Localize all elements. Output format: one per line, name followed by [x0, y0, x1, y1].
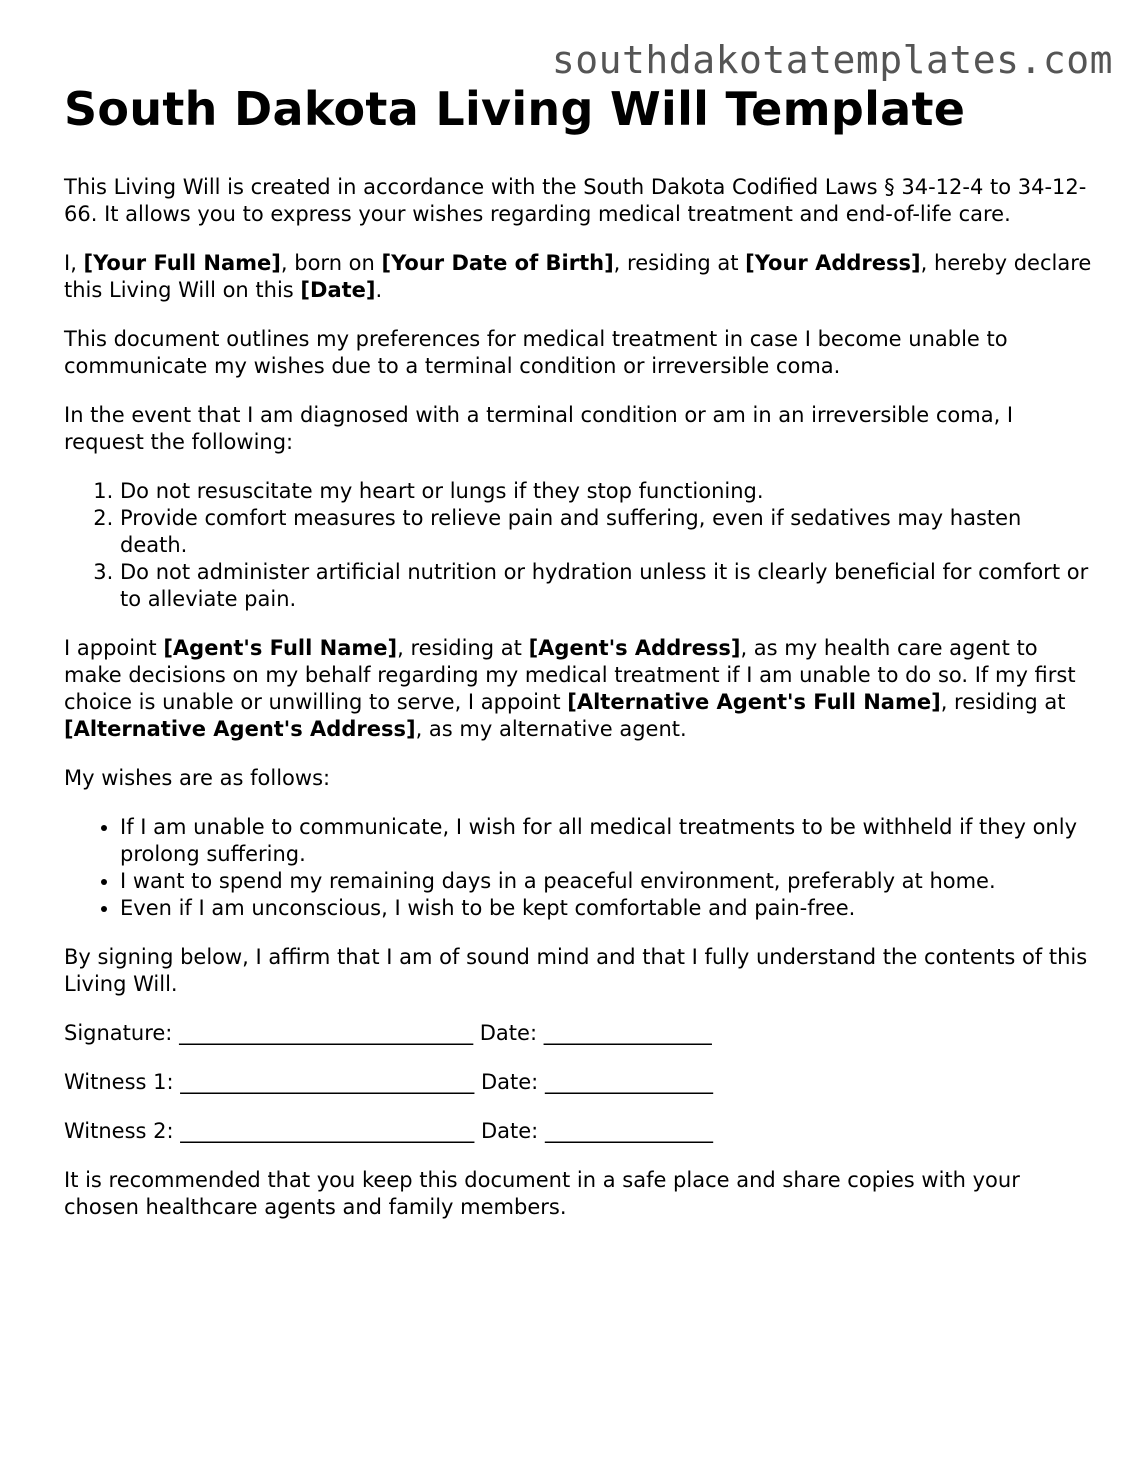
- address-placeholder: [Your Address]: [745, 251, 921, 275]
- wishes-list: [64, 814, 1094, 922]
- alt-agent-address-placeholder: [Alternative Agent's Address]: [64, 717, 416, 741]
- declaration-paragraph: I, [Your Full Name], born on [Your Date of Birth], residing at [Your Address], hereby declare this Living Will on this [Date].: [64, 251, 1092, 302]
- date-blank: ________________: [543, 1021, 712, 1045]
- signature-line: Signature: ____________________________ Date: ________________: [64, 1021, 712, 1045]
- page-title: South Dakota Living Will Template: [64, 82, 966, 136]
- watermark: southdakotatemplates.com: [551, 38, 1113, 82]
- event-intro-paragraph: In the event that I am diagnosed with a terminal condition or am in an irreversible coma, I request the following:: [64, 403, 1014, 454]
- list-item: • I want to spend my remaining days in a peaceful environment, preferably at home.: [120, 868, 1094, 895]
- date-placeholder: [Date]: [300, 278, 376, 302]
- document-page: [64, 82, 1094, 1243]
- list-item: 3. Do not administer artificial nutrition or hydration unless it is clearly beneficial for comfort or to alleviate pain.: [120, 559, 1094, 613]
- list-item: 2. Provide comfort measures to relieve pain and suffering, even if sedatives may hasten death.: [120, 505, 1094, 559]
- intro-paragraph: This Living Will is created in accordance with the South Dakota Codified Laws § 34-12-4 to 34-12-66. It allows you to express your wishes regarding medical treatment and end-of-life care.: [64, 175, 1087, 226]
- list-item: • Even if I am unconscious, I wish to be kept comfortable and pain-free.: [120, 895, 1094, 922]
- list-item: • If I am unable to communicate, I wish for all medical treatments to be withheld if they only prolong suffering.: [120, 814, 1094, 868]
- agent-name-placeholder: [Agent's Full Name]: [163, 636, 398, 660]
- recommendation-paragraph: It is recommended that you keep this document in a safe place and share copies with your chosen healthcare agents and family members.: [64, 1168, 1020, 1219]
- outline-paragraph: This document outlines my preferences for medical treatment in case I become unable to communicate my wishes due to a terminal condition or irreversible coma.: [64, 327, 1008, 378]
- date-blank: ________________: [544, 1070, 713, 1094]
- agent-address-placeholder: [Agent's Address]: [528, 636, 741, 660]
- affirm-paragraph: By signing below, I affirm that I am of sound mind and that I fully understand the contents of this Living Will.: [64, 945, 1088, 996]
- signature-blank: ____________________________: [180, 1119, 475, 1143]
- list-item: 1. Do not resuscitate my heart or lungs if they stop functioning.: [120, 478, 1094, 505]
- witness-1-line: Witness 1: ____________________________ Date: ________________: [64, 1070, 713, 1094]
- alt-agent-name-placeholder: [Alternative Agent's Full Name]: [567, 690, 941, 714]
- full-name-placeholder: [Your Full Name]: [83, 251, 281, 275]
- signature-blank: ____________________________: [180, 1070, 475, 1094]
- wishes-intro-paragraph: My wishes are as follows:: [64, 766, 331, 790]
- signature-blank: ____________________________: [179, 1021, 474, 1045]
- agent-paragraph: I appoint [Agent's Full Name], residing at [Agent's Address], as my health care agent to make decisions on my behalf regarding my medical treatment if I am unable to do so. If my first choice is unable or unwilling to serve, I appoint [Alternative Agent's Full Name], residing at [Alternative Agent's Address], as my alternative agent.: [64, 636, 1076, 741]
- requests-list: [64, 478, 1094, 613]
- witness-2-line: Witness 2: ____________________________ Date: ________________: [64, 1119, 713, 1143]
- date-blank: ________________: [544, 1119, 713, 1143]
- date-of-birth-placeholder: [Your Date of Birth]: [381, 251, 614, 275]
